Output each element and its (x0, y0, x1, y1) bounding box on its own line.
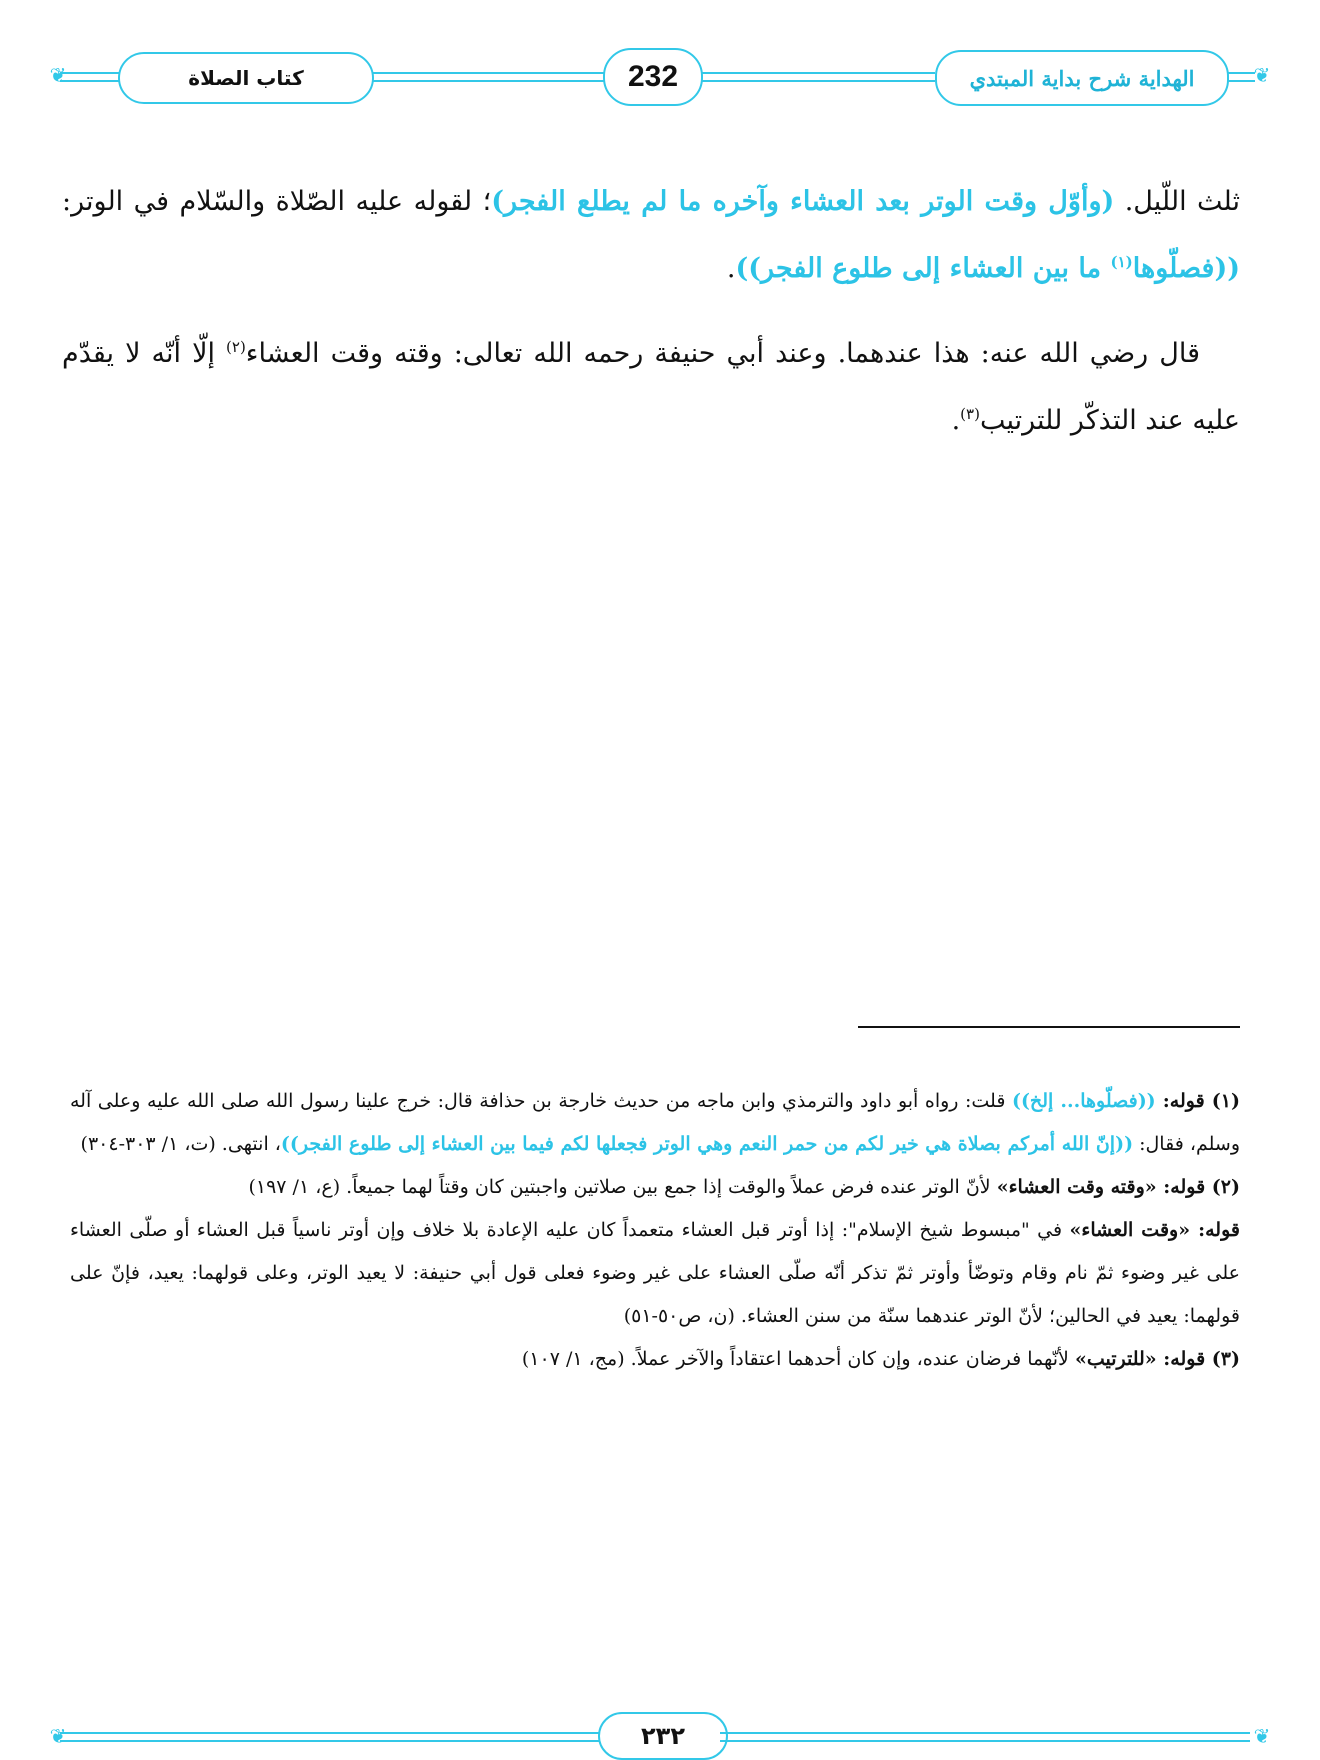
footer-rule-left (60, 1732, 600, 1742)
footnote-ref-2: (٢) (226, 338, 246, 356)
hadith-quote-a: ((فصلّوها (1132, 253, 1240, 284)
p2-text-a: قال رضي الله عنه: هذا عندهما. وعند أبي حنيفة رحمه الله تعالى: وقته وقت العشاء (245, 338, 1200, 369)
p2-text-b: إلّا أنّه لا يقدّم عليه عند التذكّر للترتيب (62, 338, 1240, 436)
footnote-2b-label: قوله: «وقت العشاء» (1069, 1219, 1240, 1241)
p2-end: . (951, 405, 961, 436)
page-number: 232 (603, 48, 703, 106)
footnote-1-quote: ((فصلّوها... إلخ)) (1011, 1090, 1156, 1112)
footnote-1-number: (١) (1204, 1090, 1240, 1112)
paragraph-1 (62, 168, 1240, 302)
footnote-1 (70, 1080, 1240, 1166)
footnote-2 (70, 1166, 1240, 1209)
footnote-1-text: قلت: رواه أبو داود والترمذي وابن ماجه من حديث خارجة بن حذافة قال: خرج علينا رسول الله صلى الله عليه وعلى آله وسلم، فقال: (70, 1090, 1240, 1155)
p1-end: . (726, 253, 736, 284)
footnote-ref-1: (١) (1110, 253, 1133, 271)
hadith-quote-b: ما بين العشاء إلى طلوع الفجر)) (735, 253, 1111, 284)
footer-ornament-left-icon: ❦ (49, 1724, 67, 1748)
header-rule-mid-left (375, 72, 615, 82)
p1-text-b: ؛ لقوله عليه الصّلاة والسّلام في الوتر: (62, 186, 492, 217)
footnote-2-text: لأنّ الوتر عنده فرض عملاً والوقت إذا جمع بين صلاتين واجبتين كان وقتاً لهما جميعاً. (ع، ١/ ١٩٧) (248, 1176, 997, 1198)
footnote-1-source: ، انتهى. (ت، ١/ ٣٠٣-٣٠٤) (80, 1133, 281, 1155)
matn-quote: (وأوّل وقت الوتر بعد العشاء وآخره ما لم يطلع الفجر) (491, 186, 1115, 217)
footnote-2-number: (٢) (1205, 1176, 1240, 1198)
header-rule-mid-right (690, 72, 935, 82)
footnote-3-text: لأنّهما فرضان عنده، وإن كان أحدهما اعتقاداً والآخر عملاً. (مج، ١/ ١٠٧) (521, 1348, 1075, 1370)
footnote-2-label: قوله: «وقته وقت العشاء» (996, 1176, 1206, 1198)
footer-page-number: ٢٣٢ (598, 1712, 728, 1760)
chapter-title: كتاب الصلاة (118, 52, 374, 104)
paragraph-2 (62, 320, 1240, 454)
footnote-3 (70, 1338, 1240, 1381)
footnote-ref-3: (٣) (960, 405, 980, 423)
footnote-separator (858, 1026, 1240, 1028)
footnote-2b (70, 1209, 1240, 1338)
footer-rule-right (720, 1732, 1250, 1742)
footnotes (70, 1080, 1240, 1381)
ornament-left-icon: ❦ (49, 63, 67, 87)
ornament-right-icon: ❦ (1253, 63, 1271, 87)
footnote-2b-text: في "مبسوط شيخ الإسلام": إذا أوتر قبل العشاء متعمداً كان عليه الإعادة بلا خلاف وإن أوتر ناسياً قبل العشاء أو صلّى العشاء على غير وضوء ثمّ نام وقام وتوضّأ وأوتر ثمّ تذكر أنّه صلّى العشاء على غير وضوء فعلى قول أبي حنيفة: لا يعيد الوتر، وعلى قولهما: يعيد، فإنّ على قولهما: يعيد في الحالين؛ لأنّ الوتر عندهما سنّة من سنن العشاء. (ن، ص٥٠-٥١) (70, 1219, 1240, 1327)
footnote-3-label: قوله: «للترتيب» (1074, 1348, 1206, 1370)
footnote-3-number: (٣) (1205, 1348, 1240, 1370)
p1-text-a: ثلث اللّيل. (1114, 186, 1240, 217)
footnote-1-label: قوله: (1155, 1090, 1205, 1112)
footnote-1-hadith: ((إنّ الله أمركم بصلاة هي خير لكم من حمر النعم وهي الوتر فجعلها لكم فيما بين العشاء إلى طلوع الفجر)) (280, 1133, 1134, 1155)
book-title: الهداية شرح بداية المبتدي (935, 50, 1229, 106)
main-text (62, 168, 1240, 454)
footer-ornament-right-icon: ❦ (1253, 1724, 1271, 1748)
